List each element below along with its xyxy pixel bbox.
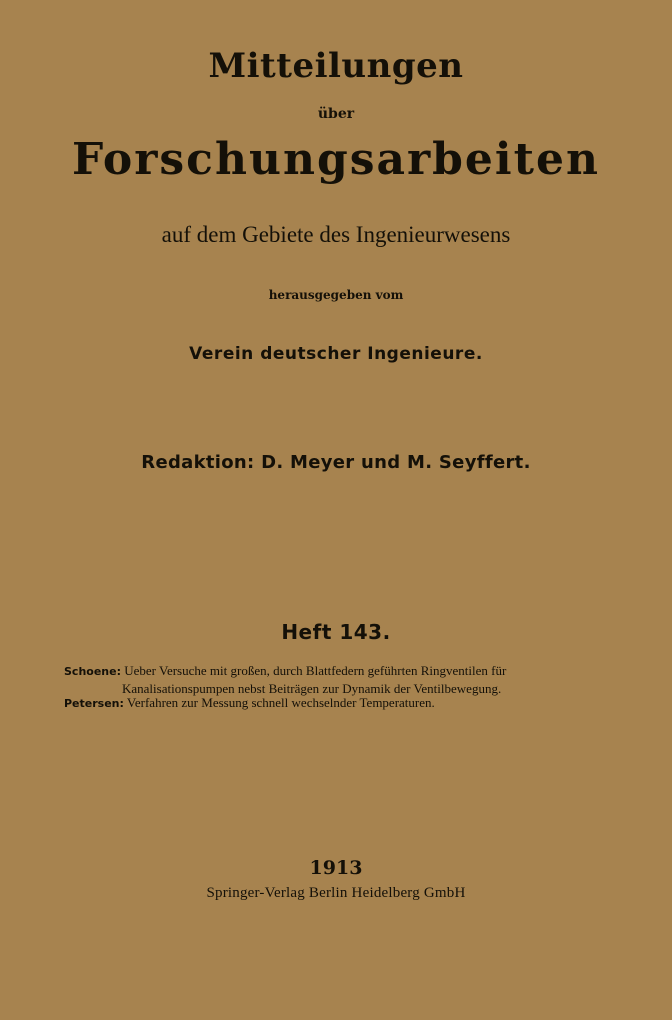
publisher-name: Verein deutscher Ingenieure.: [189, 344, 483, 364]
publication-year: 1913: [309, 857, 363, 879]
contents-author: Petersen:: [64, 697, 124, 710]
editors-line: Redaktion: D. Meyer und M. Seyffert.: [141, 452, 531, 473]
contents-title: Ueber Versuche mit großen, durch Blattfedern geführten Ringventilen für: [124, 663, 507, 678]
series-title: Mitteilungen: [208, 46, 464, 86]
subtitle: auf dem Gebiete des Ingenieurwesens: [161, 222, 511, 247]
contents-title-continued: Kanalisationspumpen nebst Beiträgen zur Dynamik der Ventilbewegung.: [122, 681, 502, 696]
publisher-imprint: Springer-Verlag Berlin Heidelberg GmbH: [206, 885, 466, 901]
publisher-intro: herausgegeben vom: [268, 288, 404, 302]
issue-number: Heft 143.: [281, 620, 391, 644]
contents-title: Verfahren zur Messung schnell wechselnder Temperaturen.: [126, 695, 435, 710]
main-title: Forschungsarbeiten: [72, 134, 600, 185]
contents-entry-line: [64, 694, 624, 712]
contents-entry: [64, 694, 624, 712]
contents-entry-line: [64, 662, 624, 680]
contents-author: Schoene:: [64, 665, 121, 678]
title-preposition: über: [317, 106, 355, 122]
contents-entry: [64, 662, 624, 697]
